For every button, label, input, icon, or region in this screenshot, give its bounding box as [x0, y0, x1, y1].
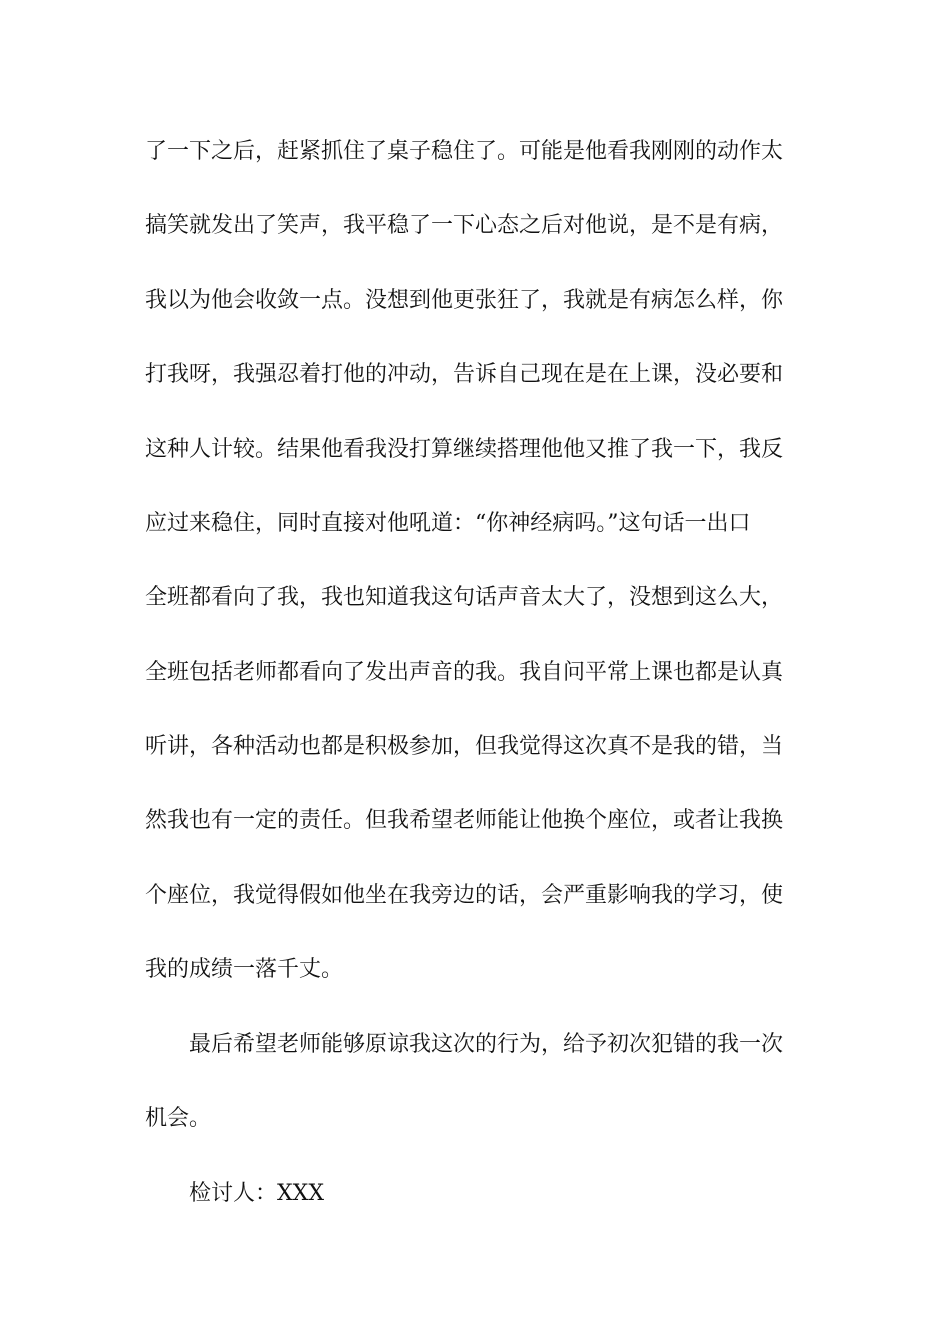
body-text-line: 搞笑就发出了笑声，我平稳了一下心态之后对他说，是不是有病， [145, 213, 784, 238]
body-text-line: 听讲，各种活动也都是积极参加，但我觉得这次真不是我的错，当 [145, 734, 784, 759]
body-text-line: 全班都看向了我，我也知道我这句话声音太大了，没想到这么大， [145, 585, 784, 610]
body-text-line: 应过来稳住，同时直接对他吼道：“你神经病吗。”这句话一出口 [145, 511, 751, 536]
closing-paragraph-line: 最后希望老师能够原谅我这次的行为，给予初次犯错的我一次 [189, 1032, 784, 1057]
body-text-line: 我以为他会收敛一点。没想到他更张狂了，我就是有病怎么样，你 [145, 288, 784, 313]
signature-line: 检讨人：XXX [189, 1181, 324, 1206]
body-text-line: 了一下之后，赶紧抓住了桌子稳住了。可能是他看我刚刚的动作太 [145, 139, 784, 164]
body-text-line: 我的成绩一落千丈。 [145, 957, 344, 982]
body-text-line: 全班包括老师都看向了发出声音的我。我自问平常上课也都是认真 [145, 660, 784, 685]
body-text-line: 这种人计较。结果他看我没打算继续搭理他他又推了我一下，我反 [145, 437, 784, 462]
closing-paragraph-line: 机会。 [145, 1106, 212, 1131]
body-text-line: 个座位，我觉得假如他坐在我旁边的话，会严重影响我的学习，使 [145, 883, 784, 908]
body-text-line: 然我也有一定的责任。但我希望老师能让他换个座位，或者让我换 [145, 808, 784, 833]
body-text-line: 打我呀，我强忍着打他的冲动，告诉自己现在是在上课，没必要和 [145, 362, 784, 387]
